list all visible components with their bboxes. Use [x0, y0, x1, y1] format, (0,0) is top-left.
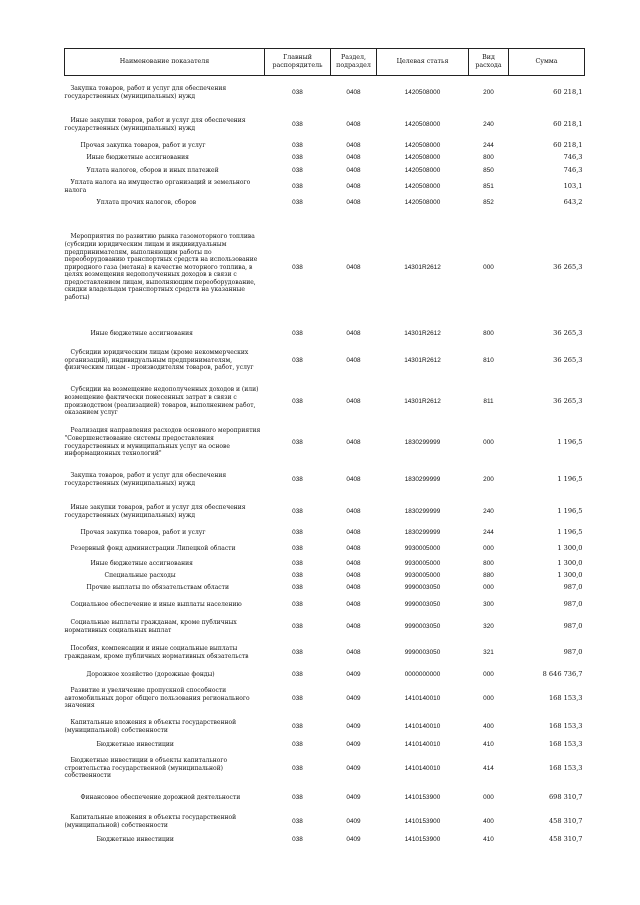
row-target-item: 1410153900: [404, 835, 441, 843]
row-chief-manager: 038: [292, 544, 303, 552]
table-row: [65, 834, 585, 846]
row-expense-type: 200: [483, 475, 494, 483]
row-chief-manager: 038: [292, 571, 303, 579]
table-row: [65, 810, 585, 834]
row-expense-type: 320: [483, 622, 494, 630]
row-section: 0408: [346, 600, 361, 608]
row-target-item: 1830299999: [404, 438, 441, 446]
row-target-item: 14301R2612: [404, 397, 441, 405]
row-name-text: Иные бюджетные ассигнования: [90, 559, 193, 567]
table-row: [65, 526, 585, 540]
row-target-item: 9930005000: [404, 544, 441, 552]
row-section: 0408: [346, 528, 361, 536]
row-name: [65, 110, 265, 140]
budget-table: [64, 48, 585, 846]
table-row: [65, 178, 585, 196]
table-row: [65, 668, 585, 682]
row-target-item: 1830299999: [404, 475, 441, 483]
row-target-item: 1410140010: [404, 740, 441, 748]
row-target-item: 1410140010: [404, 764, 441, 772]
row-name-text: Резервный фонд администрации Липецкой области: [70, 544, 236, 552]
table-header: [65, 49, 585, 76]
row-chief-manager: 038: [292, 198, 303, 206]
row-chief-manager: 038: [292, 88, 303, 96]
row-target-item: 1410153900: [404, 793, 441, 801]
row-name: [65, 638, 265, 668]
row-name: [65, 570, 265, 582]
row-name-text: Уплата налогов, сборов и иных платежей: [86, 166, 219, 174]
row-target-item: 14301R2612: [404, 263, 441, 271]
row-section: 0409: [346, 670, 361, 678]
row-sum: 643,2: [563, 197, 583, 206]
row-target-item: 9990003050: [404, 648, 441, 656]
row-section: 0408: [346, 583, 361, 591]
row-target-item: 1420508000: [404, 198, 441, 206]
row-section: 0408: [346, 88, 361, 96]
row-chief-manager: 038: [292, 475, 303, 483]
row-expense-type: 400: [483, 722, 494, 730]
row-name-text: Дорожное хозяйство (дорожные фонды): [86, 670, 215, 678]
row-name-text: Социальные выплаты гражданам, кроме публичных нормативных социальных выплат: [64, 618, 237, 634]
row-chief-manager: 038: [292, 722, 303, 730]
row-chief-manager: 038: [292, 740, 303, 748]
row-section: 0409: [346, 722, 361, 730]
row-chief-manager: 038: [292, 793, 303, 801]
row-sum: 168 153,3: [548, 721, 583, 730]
row-expense-type: 414: [483, 764, 494, 772]
row-expense-type: 800: [483, 329, 494, 337]
table-row: [65, 582, 585, 594]
table-row: [65, 76, 585, 110]
row-name-text: Развитие и увеличение пропускной способности автомобильных дорог общего пользования регионального значения: [64, 687, 250, 710]
row-target-item: 0000000000: [404, 670, 441, 678]
row-name: [65, 834, 265, 846]
table-row: [65, 716, 585, 738]
row-name-text: Прочая закупка товаров, работ и услуг: [80, 141, 206, 149]
row-name: [65, 152, 265, 164]
row-name: [65, 668, 265, 682]
row-name-text: Закупка товаров, работ и услуг для обеспечения государственных (муниципальных) нужд: [64, 471, 227, 487]
row-name: [65, 498, 265, 526]
row-name-text: Бюджетные инвестиции: [96, 740, 174, 748]
row-name: [65, 594, 265, 616]
row-section: 0409: [346, 740, 361, 748]
header-section: Раздел, подраздел: [331, 49, 377, 76]
row-chief-manager: 038: [292, 622, 303, 630]
row-chief-manager: 038: [292, 356, 303, 364]
row-sum: 103,1: [563, 181, 583, 190]
table-row: [65, 110, 585, 140]
table-row: [65, 786, 585, 810]
row-expense-type: 240: [483, 507, 494, 515]
row-sum: 746,3: [563, 165, 583, 174]
row-target-item: 14301R2612: [404, 329, 441, 337]
row-chief-manager: 038: [292, 182, 303, 190]
row-expense-type: 410: [483, 835, 494, 843]
row-section: 0409: [346, 793, 361, 801]
row-target-item: 1830299999: [404, 507, 441, 515]
table-row: [65, 540, 585, 558]
row-target-item: 14301R2612: [404, 356, 441, 364]
row-section: 0408: [346, 622, 361, 630]
row-name: [65, 786, 265, 810]
row-expense-type: 000: [483, 793, 494, 801]
row-section: 0409: [346, 817, 361, 825]
row-chief-manager: 038: [292, 528, 303, 536]
row-section: 0408: [346, 198, 361, 206]
row-sum: 1 196,5: [557, 437, 583, 446]
table-row: [65, 424, 585, 462]
row-target-item: 1830299999: [404, 528, 441, 536]
row-chief-manager: 038: [292, 559, 303, 567]
row-name: [65, 76, 265, 110]
row-name: [65, 582, 265, 594]
row-name-text: Иные бюджетные ассигнования: [86, 153, 189, 161]
row-sum: 987,0: [563, 621, 583, 630]
row-section: 0408: [346, 648, 361, 656]
budget-table-page: [64, 48, 584, 846]
table-row: [65, 462, 585, 498]
row-chief-manager: 038: [292, 141, 303, 149]
row-expense-type: 811: [483, 397, 494, 405]
row-target-item: 9930005000: [404, 571, 441, 579]
row-chief-manager: 038: [292, 166, 303, 174]
row-name-text: Пособия, компенсации и иные социальные выплаты гражданам, кроме публичных нормативных обязательств: [64, 644, 249, 660]
header-name: Наименование показателя: [65, 49, 265, 76]
row-sum: 36 265,3: [553, 355, 583, 364]
row-expense-type: 800: [483, 153, 494, 161]
row-name-text: Мероприятия по развитию рынка газомоторного топлива (субсидии юридическим лицам и индивидуальным предпринимателям, выполняющим работы по переоборудованию транспортных средств на использование природного газа (метана) в качестве моторного топлива, в целях возмещения недополученных доходов в связи с предоставлением лицам, выполняющим переоборудование, скидки владельцам транспортных средств на указанные работы): [64, 233, 258, 302]
row-sum: 168 153,3: [548, 739, 583, 748]
row-target-item: 1410140010: [404, 694, 441, 702]
row-sum: 8 646 736,7: [542, 669, 583, 678]
row-target-item: 1420508000: [404, 120, 441, 128]
row-sum: 36 265,3: [553, 262, 583, 271]
row-name-text: Иные бюджетные ассигнования: [90, 329, 193, 337]
row-chief-manager: 038: [292, 153, 303, 161]
row-expense-type: 850: [483, 166, 494, 174]
row-sum: 987,0: [563, 647, 583, 656]
row-name: [65, 342, 265, 380]
row-expense-type: 880: [483, 571, 494, 579]
row-name-text: Социальное обеспечение и иные выплаты населению: [70, 600, 242, 608]
row-chief-manager: 038: [292, 438, 303, 446]
row-expense-type: 400: [483, 817, 494, 825]
row-target-item: 9990003050: [404, 622, 441, 630]
row-name-text: Уплата прочих налогов, сборов: [96, 198, 197, 206]
row-name: [65, 810, 265, 834]
row-expense-type: 000: [483, 544, 494, 552]
row-name: [65, 526, 265, 540]
row-chief-manager: 038: [292, 817, 303, 825]
row-sum: 746,3: [563, 152, 583, 161]
row-name: [65, 210, 265, 326]
row-chief-manager: 038: [292, 835, 303, 843]
table-row: [65, 498, 585, 526]
row-name: [65, 558, 265, 570]
row-name-text: Иные закупки товаров, работ и услуг для обеспечения государственных (муниципальных) нужд: [64, 116, 246, 132]
row-section: 0408: [346, 571, 361, 579]
row-name: [65, 716, 265, 738]
row-name-text: Субсидии на возмещение недополученных доходов и (или) возмещение фактически понесенных затрат в связи с производством (реализацией) товаров, выполнением работ, оказанием услуг: [64, 386, 259, 417]
row-expense-type: 000: [483, 263, 494, 271]
row-name: [65, 738, 265, 752]
row-name-text: Капитальные вложения в объекты государственной (муниципальной) собственности: [64, 718, 237, 734]
table-row: [65, 210, 585, 326]
row-chief-manager: 038: [292, 670, 303, 678]
row-name: [65, 326, 265, 342]
row-expense-type: 240: [483, 120, 494, 128]
row-section: 0408: [346, 166, 361, 174]
row-expense-type: 300: [483, 600, 494, 608]
table-row: [65, 738, 585, 752]
row-name-text: Иные закупки товаров, работ и услуг для обеспечения государственных (муниципальных) нужд: [64, 503, 246, 519]
row-sum: 36 265,3: [553, 328, 583, 337]
row-section: 0408: [346, 141, 361, 149]
row-target-item: 1420508000: [404, 88, 441, 96]
table-row: [65, 164, 585, 178]
row-name: [65, 540, 265, 558]
table-body: [65, 76, 585, 846]
table-row: [65, 342, 585, 380]
row-expense-type: 810: [483, 356, 494, 364]
row-name-text: Прочие выплаты по обязательствам области: [86, 583, 229, 591]
row-section: 0408: [346, 182, 361, 190]
row-chief-manager: 038: [292, 764, 303, 772]
row-name: [65, 616, 265, 638]
row-expense-type: 200: [483, 88, 494, 96]
row-name-text: Субсидии юридическим лицам (кроме некоммерческих организаций), индивидуальным предпринимателям, физическим лицам - производителям товаров, работ, услуг: [64, 349, 254, 372]
row-expense-type: 851: [483, 182, 494, 190]
row-sum: 1 196,5: [557, 506, 583, 515]
row-section: 0408: [346, 475, 361, 483]
row-sum: 60 218,1: [553, 119, 583, 128]
row-expense-type: 800: [483, 559, 494, 567]
row-expense-type: 000: [483, 438, 494, 446]
row-section: 0408: [346, 438, 361, 446]
row-expense-type: 000: [483, 694, 494, 702]
row-name-text: Уплата налога на имущество организаций и земельного налога: [64, 178, 251, 194]
row-section: 0409: [346, 694, 361, 702]
row-section: 0408: [346, 120, 361, 128]
row-target-item: 9990003050: [404, 583, 441, 591]
row-chief-manager: 038: [292, 397, 303, 405]
row-section: 0408: [346, 329, 361, 337]
row-sum: 1 300,0: [557, 558, 583, 567]
row-name-text: Реализация направления расходов основного мероприятия "Совершенствование системы предоставления государственных и муниципальных услуг на основе информационных технологий": [64, 427, 261, 458]
table-row: [65, 380, 585, 424]
table-row: [65, 638, 585, 668]
row-name-text: Капитальные вложения в объекты государственной (муниципальной) собственности: [64, 813, 237, 829]
row-target-item: 1420508000: [404, 166, 441, 174]
row-chief-manager: 038: [292, 120, 303, 128]
row-expense-type: 410: [483, 740, 494, 748]
row-target-item: 9990003050: [404, 600, 441, 608]
row-section: 0408: [346, 263, 361, 271]
row-target-item: 1410153900: [404, 817, 441, 825]
row-target-item: 9930005000: [404, 559, 441, 567]
header-sum: Сумма: [509, 49, 585, 76]
row-name-text: Специальные расходы: [104, 571, 176, 579]
row-sum: 458 310,7: [548, 816, 583, 825]
row-target-item: 1420508000: [404, 153, 441, 161]
row-chief-manager: 038: [292, 263, 303, 271]
row-name: [65, 140, 265, 152]
row-sum: 987,0: [563, 599, 583, 608]
row-section: 0408: [346, 507, 361, 515]
row-target-item: 1420508000: [404, 182, 441, 190]
row-name: [65, 196, 265, 210]
header-chief-manager: Главный распорядитель: [265, 49, 331, 76]
row-expense-type: 244: [483, 528, 494, 536]
row-name: [65, 380, 265, 424]
row-name: [65, 682, 265, 716]
row-section: 0408: [346, 356, 361, 364]
table-row: [65, 196, 585, 210]
row-sum: 458 310,7: [548, 834, 583, 843]
row-expense-type: 852: [483, 198, 494, 206]
table-row: [65, 752, 585, 786]
table-row: [65, 152, 585, 164]
row-sum: 60 218,1: [553, 140, 583, 149]
row-expense-type: 000: [483, 670, 494, 678]
table-row: [65, 570, 585, 582]
row-name-text: Финансовое обеспечение дорожной деятельности: [80, 793, 241, 801]
row-name-text: Закупка товаров, работ и услуг для обеспечения государственных (муниципальных) нужд: [64, 85, 227, 100]
row-name: [65, 424, 265, 462]
row-chief-manager: 038: [292, 507, 303, 515]
header-target-item: Целевая статья: [377, 49, 469, 76]
row-target-item: 1420508000: [404, 141, 441, 149]
row-name-text: Прочая закупка товаров, работ и услуг: [80, 528, 206, 536]
row-section: 0409: [346, 835, 361, 843]
row-sum: 36 265,3: [553, 396, 583, 405]
row-chief-manager: 038: [292, 583, 303, 591]
row-section: 0408: [346, 544, 361, 552]
row-chief-manager: 038: [292, 329, 303, 337]
row-chief-manager: 038: [292, 694, 303, 702]
row-section: 0408: [346, 153, 361, 161]
row-sum: 1 196,5: [557, 474, 583, 483]
table-row: [65, 326, 585, 342]
row-chief-manager: 038: [292, 600, 303, 608]
row-name: [65, 752, 265, 786]
table-row: [65, 616, 585, 638]
table-row: [65, 140, 585, 152]
table-row: [65, 594, 585, 616]
table-row: [65, 558, 585, 570]
row-sum: 1 300,0: [557, 570, 583, 579]
row-sum: 1 300,0: [557, 543, 583, 552]
row-name-text: Бюджетные инвестиции в объекты капитального строительства государственной (муниципальной) собственности: [64, 757, 228, 780]
row-sum: 1 196,5: [557, 527, 583, 536]
table-row: [65, 682, 585, 716]
row-expense-type: 321: [483, 648, 494, 656]
row-sum: 60 218,1: [553, 87, 583, 96]
row-name: [65, 164, 265, 178]
row-name-text: Бюджетные инвестиции: [96, 835, 174, 843]
row-sum: 168 153,3: [548, 763, 583, 772]
row-sum: 168 153,3: [548, 693, 583, 702]
row-sum: 698 310,7: [548, 792, 583, 801]
row-expense-type: 244: [483, 141, 494, 149]
row-section: 0408: [346, 397, 361, 405]
row-sum: 987,0: [563, 582, 583, 591]
row-expense-type: 000: [483, 583, 494, 591]
row-name: [65, 178, 265, 196]
row-section: 0408: [346, 559, 361, 567]
row-chief-manager: 038: [292, 648, 303, 656]
row-section: 0409: [346, 764, 361, 772]
row-name: [65, 462, 265, 498]
row-target-item: 1410140010: [404, 722, 441, 730]
header-expense-type: Вид расхода: [469, 49, 509, 76]
